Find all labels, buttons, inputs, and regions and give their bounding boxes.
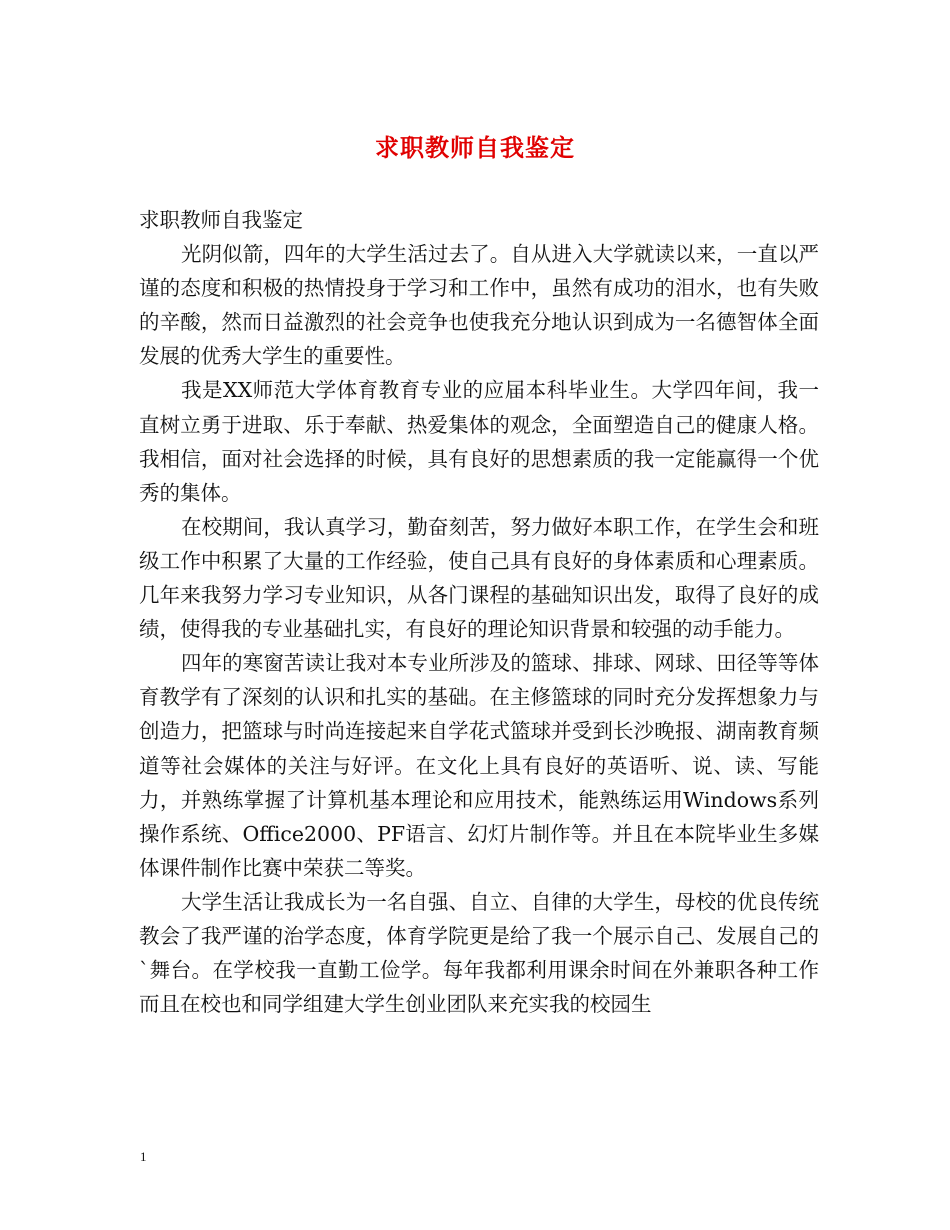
paragraph: 光阴似箭，四年的大学生活过去了。自从进入大学就读以来，一直以严谨的态度和积极的热情投身于学习和工作中，虽然有成功的泪水，也有失败的辛酸，然而日益激烈的社会竞争也使我充分地认识到成为一名德智体全面发展的优秀大学生的重要性。	[139, 242, 819, 369]
paragraph: 大学生活让我成长为一名自强、自立、自律的大学生，母校的优良传统教会了我严谨的治学态度，体育学院更是给了我一个展示自己、发展自己的`舞台。在学校我一直勤工俭学。每年我都利用课余时间在外兼职各种工作而且在校也和同学组建大学生创业团队来充实我的校园生	[139, 889, 819, 1017]
document-title: 求职教师自我鉴定	[375, 133, 575, 162]
paragraph: 四年的寒窗苦读让我对本专业所涉及的篮球、排球、网球、田径等等体育教学有了深刻的认识和扎实的基础。在主修篮球的同时充分发挥想象力与创造力，把篮球与时尚连接起来自学花式篮球并受到长沙晚报、湖南教育频道等社会媒体的关注与好评。在文化上具有良好的英语听、说、读、写能力，并熟练掌握了计算机基本理论和应用技术，能熟练运用Windows系列操作系统、Office2000、PF语言、幻灯片制作等。并且在本院毕业生多媒体课件制作比赛中荣获二等奖。	[139, 651, 819, 880]
document-subtitle: 求职教师自我鉴定	[139, 208, 303, 232]
page-number: 1	[140, 1149, 147, 1164]
paragraph: 在校期间，我认真学习，勤奋刻苦，努力做好本职工作，在学生会和班级工作中积累了大量的工作经验，使自己具有良好的身体素质和心理素质。几年来我努力学习专业知识，从各门课程的基础知识出发，取得了良好的成绩，使得我的专业基础扎实，有良好的理论知识背景和较强的动手能力。	[139, 514, 819, 642]
paragraph: 我是XX师范大学体育教育专业的应届本科毕业生。大学四年间，我一直树立勇于进取、乐于奉献、热爱集体的观念，全面塑造自己的健康人格。我相信，面对社会选择的时候，具有良好的思想素质的我一定能赢得一个优秀的集体。	[139, 378, 819, 505]
document-body	[139, 203, 819, 1021]
